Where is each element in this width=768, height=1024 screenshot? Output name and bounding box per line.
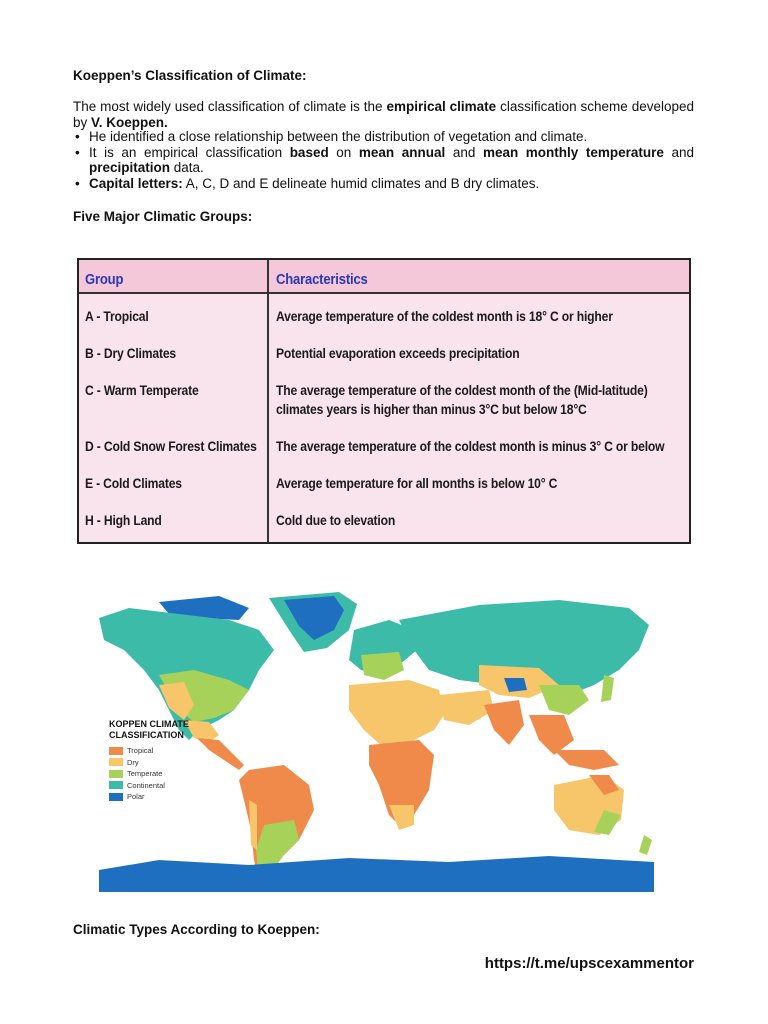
table-cell-characteristics: The average temperature of the coldest month is minus 3° C or below (276, 439, 665, 454)
table-divider (267, 260, 269, 542)
legend-swatch (109, 747, 123, 755)
table-cell-group: E - Cold Climates (85, 476, 182, 491)
table-cell-group: C - Warm Temperate (85, 383, 199, 398)
legend-swatch (109, 781, 123, 789)
bullet-item-1: • He identified a close relationship between the distribution of vegetation and climate. (73, 129, 694, 145)
legend-swatch (109, 770, 123, 778)
legend-label: Tropical (127, 746, 154, 756)
intro-paragraph (73, 99, 694, 131)
table-cell-characteristics: Average temperature of the coldest month is 18° C or higher (276, 309, 613, 324)
table-header-row (79, 260, 689, 294)
legend-label: Continental (127, 780, 165, 790)
intro-bold-2: V. Koeppen. (91, 115, 168, 130)
legend-label: Temperate (127, 769, 163, 779)
table-header-group: Group (85, 272, 124, 288)
table-cell-group: B - Dry Climates (85, 346, 176, 361)
map-legend (109, 719, 189, 803)
table-cell-group: A - Tropical (85, 309, 149, 324)
table-cell-characteristics: Average temperature for all months is below 10° C (276, 476, 558, 491)
intro-text-2: classification scheme developed by (73, 99, 695, 130)
table-header-characteristics: Characteristics (276, 272, 368, 288)
legend-item (109, 745, 189, 757)
legend-title-line2: CLASSIFICATION (109, 730, 184, 740)
footer-link[interactable]: https://t.me/upscexammentor (484, 955, 694, 972)
legend-swatch (109, 793, 123, 801)
intro-text-1: The most widely used classification of climate is the (73, 99, 387, 114)
section-heading-groups: Five Major Climatic Groups: (73, 209, 253, 224)
table-cell-group: H - High Land (85, 513, 162, 528)
legend-item (109, 791, 189, 803)
table-cell-characteristics: Potential evaporation exceeds precipitation (276, 346, 520, 361)
legend-item (109, 780, 189, 792)
legend-label: Dry (127, 757, 139, 767)
intro-bold-1: empirical climate (386, 99, 497, 114)
section-heading-climatic-types: Climatic Types According to Koeppen: (73, 922, 320, 937)
bullet-list (73, 129, 694, 191)
legend-swatch (109, 758, 123, 766)
legend-label: Polar (127, 792, 145, 802)
legend-item (109, 757, 189, 769)
koppen-world-map (99, 590, 654, 892)
table-cell-characteristics-line2: climates years is higher than minus 3°C but below 18°C (276, 402, 587, 417)
legend-item (109, 768, 189, 780)
table-cell-characteristics: The average temperature of the coldest month of the (Mid-latitude) (276, 383, 648, 398)
section-heading-koeppen: Koeppen’s Classification of Climate: (73, 68, 307, 83)
table-cell-characteristics: Cold due to elevation (276, 513, 396, 528)
bullet-item-2: • It is an empirical classification based on mean annual and mean monthly temperature and precipitation data. (73, 145, 694, 176)
table-cell-group: D - Cold Snow Forest Climates (85, 439, 257, 454)
legend-title-line1: KOPPEN CLIMATE (109, 719, 189, 729)
climate-groups-table (77, 258, 691, 544)
bullet-item-3: • Capital letters: A, C, D and E delineate humid climates and B dry climates. (73, 176, 694, 192)
